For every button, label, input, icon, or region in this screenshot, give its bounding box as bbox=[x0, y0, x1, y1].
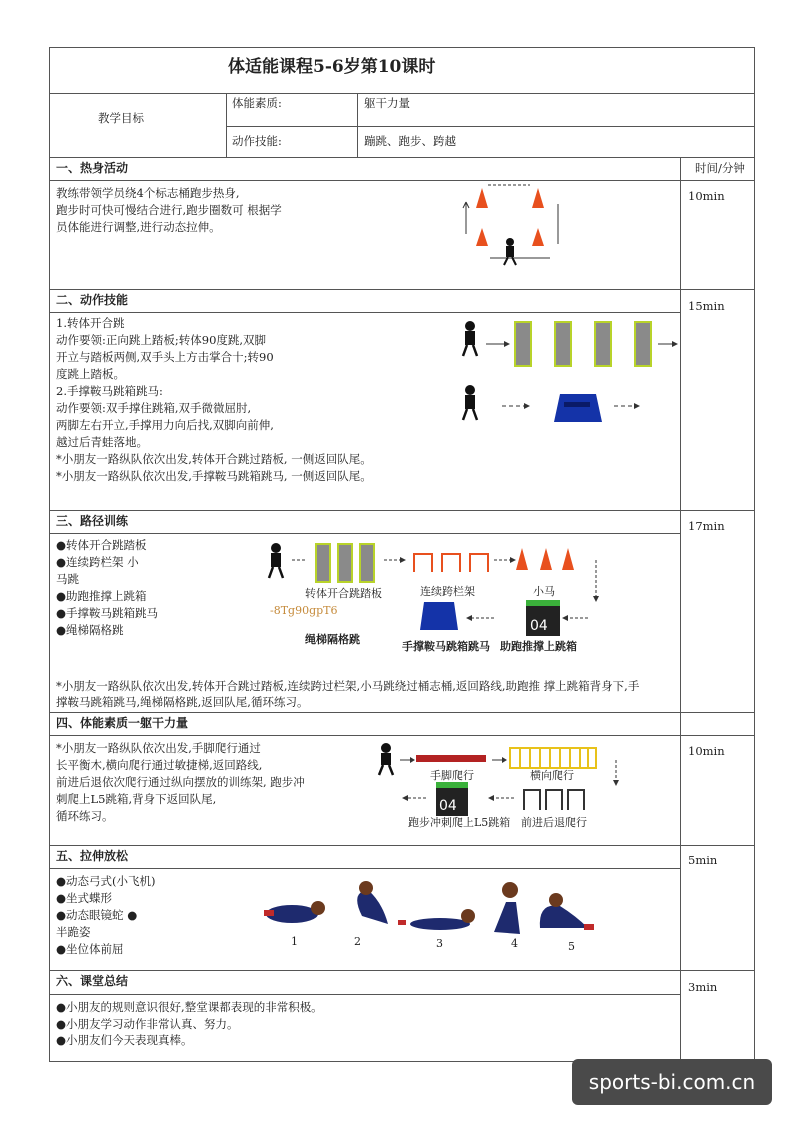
section-time: 15min bbox=[688, 299, 725, 313]
section-text-line: 长平衡木,横向爬行通过敏捷梯,返回路线, bbox=[56, 758, 263, 772]
bullet-item: ●小朋友们今天表现真棒。 bbox=[56, 1033, 193, 1047]
skill-value: 蹦跳、跑步、跨越 bbox=[364, 134, 456, 148]
section-text-line: 越过后青蛙落地。 bbox=[56, 435, 148, 449]
bullet-item: ●小朋友学习动作非常认真、努力。 bbox=[56, 1017, 239, 1031]
diagram-caption: 手撑鞍马跳箱跳马 bbox=[402, 640, 490, 653]
bullet-item: ●坐位体前屈 bbox=[56, 942, 124, 956]
warmup-cone-diagram bbox=[458, 182, 578, 270]
bullet-item: ●转体开合跳踏板 bbox=[56, 538, 147, 552]
skill-label: 动作技能: bbox=[232, 134, 282, 148]
goals-label: 教学目标 bbox=[98, 111, 144, 125]
fitness-label: 体能素质: bbox=[232, 96, 282, 110]
bullet-item: ●动态弓式(小飞机) bbox=[56, 874, 156, 888]
section-text-line: *小朋友一路纵队依次出发,手撑鞍马跳箱跳马, 一侧返回队尾。 bbox=[56, 469, 372, 483]
diagram-caption: 连续跨栏架 bbox=[420, 585, 475, 598]
section-text-line: 教练带领学员绕4个标志桶跑步热身, bbox=[56, 186, 240, 200]
section-note-line: 撑鞍马跳箱跳马,绳梯隔格跳,返回队尾,循环练习。 bbox=[56, 695, 309, 709]
bullet-item: ●手撑鞍马跳箱跳马 bbox=[56, 606, 159, 620]
bullet-item: ●动态眼镜蛇 ● bbox=[56, 908, 138, 922]
section-text-line: 动作要领:双手撑住跳箱,双手微微屈肘, bbox=[56, 401, 252, 415]
skill-drill-diagram bbox=[458, 316, 680, 432]
section-heading: 三、路径训练 bbox=[56, 514, 129, 528]
section-time: 3min bbox=[688, 980, 718, 994]
section-heading: 五、拉伸放松 bbox=[56, 849, 129, 863]
diagram-caption: 手脚爬行 bbox=[430, 769, 474, 782]
section-text-line: *小朋友一路纵队依次出发,转体开合跳过踏板, 一侧返回队尾。 bbox=[56, 452, 372, 466]
section-text-line: 循环练习。 bbox=[56, 809, 114, 823]
section-time: 5min bbox=[688, 853, 718, 867]
bullet-item: ●坐式蝶形 bbox=[56, 891, 113, 905]
time-header: 时间/分钟 bbox=[695, 161, 745, 175]
page-title: 体适能课程5-6岁第10课时 bbox=[228, 57, 436, 77]
box-number: 04 bbox=[439, 798, 457, 814]
diagram-caption: 横向爬行 bbox=[530, 769, 574, 782]
bullet-item: ●助跑推撑上跳箱 bbox=[56, 589, 147, 603]
bullet-item: ●绳梯隔格跳 bbox=[56, 623, 124, 637]
pose-number: 4 bbox=[511, 937, 518, 950]
section-text-line: 2.手撑鞍马跳箱跳马: bbox=[56, 384, 163, 398]
fitness-value: 躯干力量 bbox=[364, 96, 410, 110]
section-note-line: *小朋友一路纵队依次出发,转体开合跳过踏板,连续跨过栏架,小马跳绕过桶志桶,返回路线,助跑推 撑上跳箱背身下,手 bbox=[56, 679, 640, 693]
pose-number: 5 bbox=[568, 940, 575, 953]
diagram-caption: 绳梯隔格跳 bbox=[305, 633, 360, 646]
section-text-line: 员体能进行调整,进行动态拉伸。 bbox=[56, 220, 221, 234]
section-time: 10min bbox=[688, 189, 725, 203]
bullet-item: ●连续跨栏架 小 bbox=[56, 555, 139, 569]
bullet-item: 马跳 bbox=[56, 572, 79, 586]
section-text-line: 前进后退依次爬行通过纵向摆放的训练架, 跑步冲 bbox=[56, 775, 305, 789]
section-time: 17min bbox=[688, 519, 725, 533]
section-text-line: *小朋友一路纵队依次出发,手脚爬行通过 bbox=[56, 741, 261, 755]
stretch-poses-illustration bbox=[258, 872, 608, 958]
section-time: 10min bbox=[688, 744, 725, 758]
bullet-item: ●小朋友的规则意识很好,整堂课都表现的非常积极。 bbox=[56, 1000, 323, 1014]
section-text-line: 度跳上踏板。 bbox=[56, 367, 125, 381]
box-number: 04 bbox=[530, 618, 548, 634]
bullet-item: 半跪姿 bbox=[56, 925, 91, 939]
section-text-line: 开立与踏板两侧,双手头上方击掌合十;转90 bbox=[56, 350, 274, 364]
section-heading: 一、热身活动 bbox=[56, 161, 129, 175]
diagram-caption: 助跑推撑上跳箱 bbox=[500, 640, 577, 653]
diagram-caption: 小马 bbox=[533, 585, 555, 598]
section-heading: 二、动作技能 bbox=[56, 293, 129, 307]
section-heading: 六、课堂总结 bbox=[56, 974, 129, 988]
section-heading: 四、体能素质一躯干力量 bbox=[56, 716, 189, 730]
section-text-line: 动作要领:正向跳上踏板;转体90度跳,双脚 bbox=[56, 333, 267, 347]
pose-number: 1 bbox=[291, 935, 298, 948]
crawl-course-diagram bbox=[374, 740, 630, 816]
section-text-line: 1.转体开合跳 bbox=[56, 316, 125, 330]
diagram-caption: 前进后退爬行 bbox=[521, 816, 587, 829]
diagram-caption: 转体开合跳踏板 bbox=[305, 587, 382, 600]
diagram-caption: 跑步冲刺爬上L5跳箱 bbox=[408, 816, 511, 829]
section-text-line: 刺爬上L5跳箱,背身下返回队尾, bbox=[56, 792, 217, 806]
pose-number: 2 bbox=[354, 935, 361, 948]
section-text-line: 两脚左右开立,手撑用力向后找,双脚向前伸, bbox=[56, 418, 274, 432]
diagram-caption: -8Tg90gpT6 bbox=[270, 604, 338, 617]
watermark-badge: sports-bi.com.cn bbox=[572, 1059, 772, 1105]
section-text-line: 跑步时可快可慢结合进行,跑步圈数可 根据学 bbox=[56, 203, 282, 217]
pose-number: 3 bbox=[436, 937, 443, 950]
